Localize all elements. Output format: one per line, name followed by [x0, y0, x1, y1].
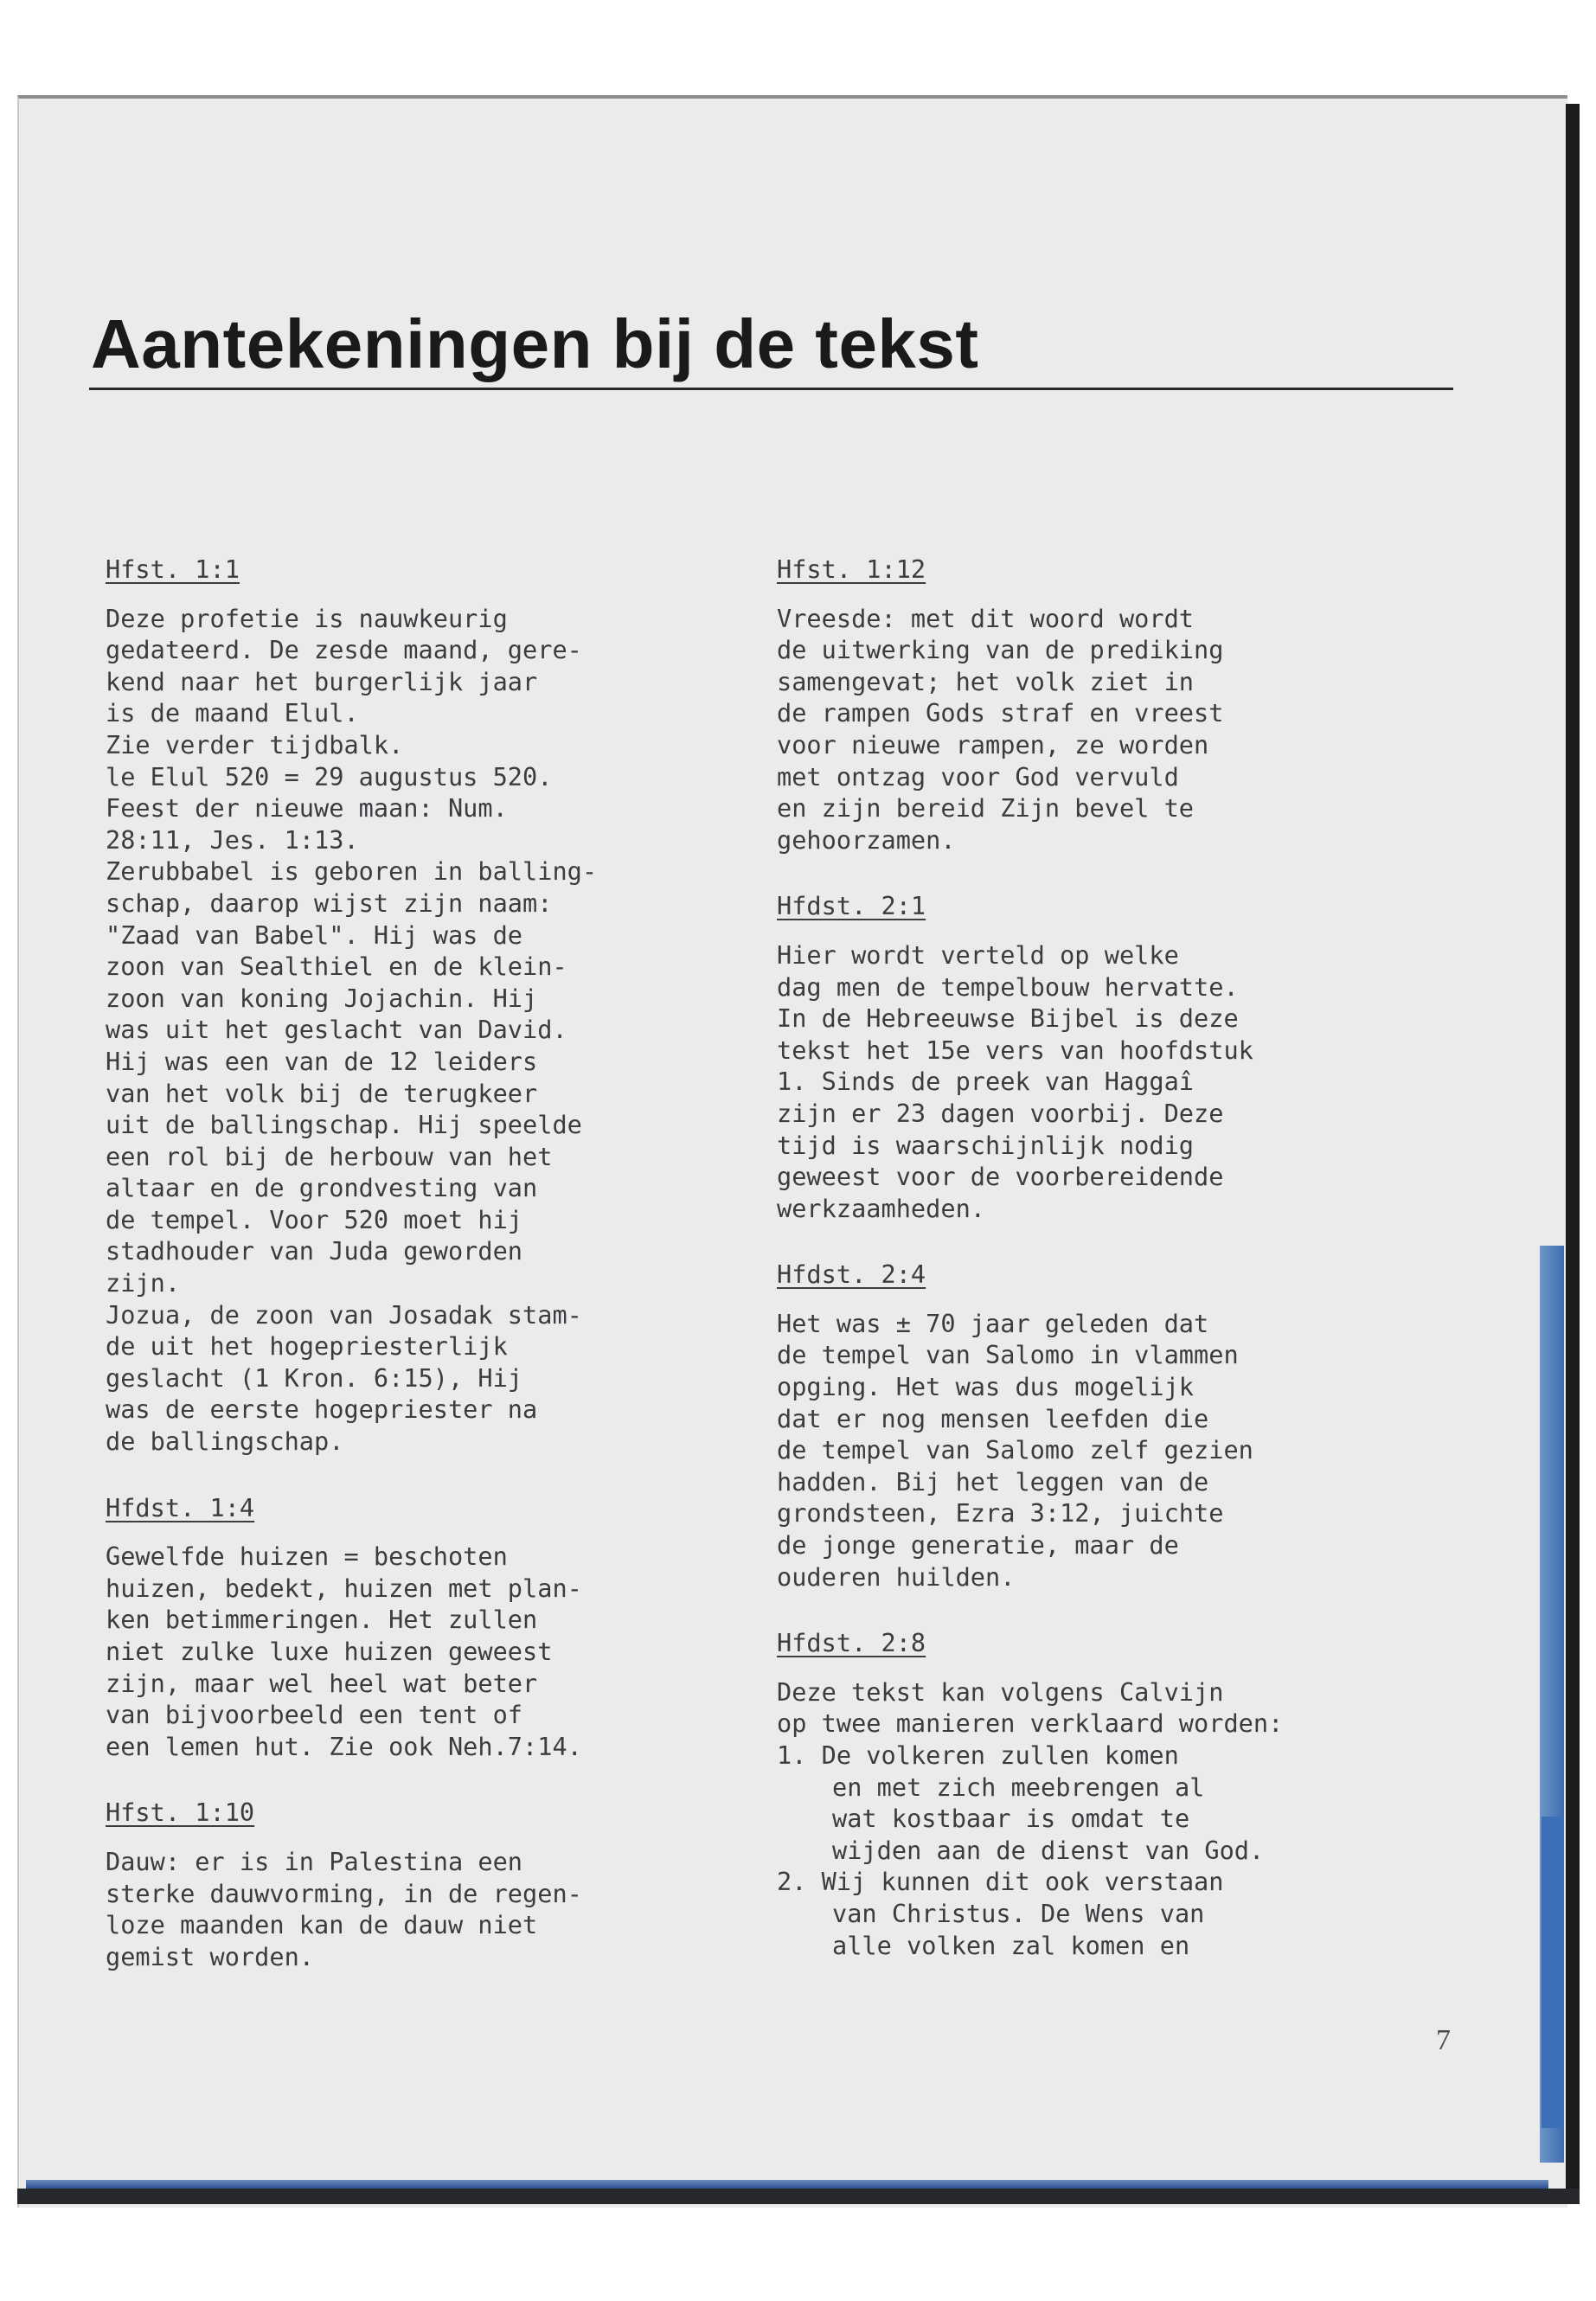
bottom-shadow-edge: [17, 2189, 1580, 2204]
text-line: zijn, maar wel heel wat beter: [106, 1668, 538, 1698]
text-line: 28:11, Jes. 1:13.: [106, 824, 359, 855]
text-line: de jonge generatie, maar de: [777, 1530, 1179, 1561]
note-heading: Hfdst. 1:4: [106, 1492, 255, 1522]
page-title: Aantekeningen bij de tekst: [91, 305, 979, 382]
text-line: Deze tekst kan volgens Calvijn: [777, 1676, 1224, 1707]
text-line: niet zulke luxe huizen geweest: [106, 1637, 553, 1666]
text-line: "Zaad van Babel". Hij was de: [106, 920, 523, 950]
text-line: hadden. Bij het leggen van de: [777, 1466, 1209, 1497]
bottom-cover-edge: [26, 2180, 1548, 2189]
text-line: stadhouder van Juda geworden: [106, 1236, 523, 1266]
text-line: tekst het 15e vers van hoofdstuk: [777, 1035, 1253, 1065]
text-line: was de eerste hogepriester na: [106, 1394, 538, 1425]
text-line: alle volken zal komen en: [832, 1930, 1190, 1960]
text-line: was uit het geslacht van David.: [106, 1015, 567, 1045]
list-item: [777, 1866, 1434, 1898]
text-line: le Elul 520 = 29 augustus 520.: [106, 761, 553, 792]
text-line: wat kostbaar is omdat te: [832, 1804, 1190, 1834]
text-line: een rol bij de herbouw van het: [106, 1141, 553, 1171]
text-line: dat er nog mensen leefden die: [777, 1403, 1209, 1433]
text-line: voor nieuwe rampen, ze worden: [777, 729, 1209, 760]
text-line: In de Hebreeuwse Bijbel is deze: [777, 1003, 1239, 1034]
text-line: schap, daarop wijst zijn naam:: [106, 888, 553, 918]
text-line: de tempel van Salomo in vlammen: [777, 1340, 1239, 1370]
list-item: [777, 1740, 1434, 1772]
note-hfdst-1-4: [106, 1492, 763, 1763]
spacer: [777, 1659, 1434, 1676]
spacer: [777, 586, 1434, 603]
text-line: Hij was een van de 12 leiders: [106, 1046, 538, 1076]
text-line: de rampen Gods straf en vreest: [777, 698, 1224, 728]
text-line: van bijvoorbeeld een tent of: [106, 1700, 523, 1730]
note-heading: Hfdst. 2:8: [777, 1628, 926, 1658]
text-line: altaar en de grondvesting van: [106, 1173, 538, 1203]
text-line: gedateerd. De zesde maand, gere-: [106, 635, 582, 665]
text-line: 1. Sinds de preek van Haggaî: [777, 1067, 1195, 1097]
note-heading: Hfst. 1:10: [106, 1798, 255, 1828]
text-line: ouderen huilden.: [777, 1561, 1016, 1592]
text-line: samengevat; het volk ziet in: [777, 666, 1195, 696]
text-line: en zijn bereid Zijn bevel te: [777, 793, 1195, 824]
spacer: [777, 1610, 1434, 1627]
spacer: [106, 586, 763, 603]
text-line: Wij kunnen dit ook verstaan: [821, 1867, 1224, 1897]
note-heading: Hfst. 1:1: [106, 554, 240, 584]
cover-edge-blue-lower: [1542, 1817, 1564, 2128]
text-line: gemist worden.: [106, 1941, 315, 1971]
text-line: zijn er 23 dagen voorbij. Deze: [777, 1098, 1224, 1128]
text-line: Jozua, de zoon van Josadak stam-: [106, 1299, 582, 1330]
spacer: [777, 1593, 1434, 1610]
list-marker: 1.: [777, 1740, 807, 1770]
text-line: de uitwerking van de prediking: [777, 635, 1224, 665]
text-line: Feest der nieuwe maan: Num.: [106, 793, 508, 824]
text-line: Hier wordt verteld op welke: [777, 939, 1179, 970]
text-line: grondsteen, Ezra 3:12, juichte: [777, 1498, 1224, 1529]
text-line: wijden aan de dienst van God.: [832, 1835, 1265, 1865]
right-column: [777, 554, 1434, 1961]
note-hfdst-2-1: [777, 890, 1434, 1224]
spacer: [777, 922, 1434, 939]
text-line: met ontzag voor God vervuld: [777, 761, 1179, 792]
text-line: de tempel van Salomo zelf gezien: [777, 1435, 1253, 1465]
text-line: Zerubbabel is geboren in balling-: [106, 856, 598, 887]
text-line: een lemen hut. Zie ook Neh.7:14.: [106, 1731, 582, 1761]
note-hfst-1-12: [777, 554, 1434, 856]
text-line: De volkeren zullen komen: [821, 1740, 1179, 1770]
text-line: zijn.: [106, 1268, 181, 1298]
text-line: de ballingschap.: [106, 1426, 344, 1457]
spacer: [106, 1458, 763, 1475]
text-line: de tempel. Voor 520 moet hij: [106, 1204, 523, 1234]
text-line: op twee manieren verklaard worden:: [777, 1708, 1284, 1739]
text-line: opging. Het was dus mogelijk: [777, 1372, 1195, 1402]
text-line: zoon van Sealthiel en de klein-: [106, 952, 567, 982]
page-number: 7: [1436, 2024, 1451, 2056]
title-underline: [89, 388, 1453, 390]
text-line: is de maand Elul.: [106, 698, 359, 728]
text-line: zoon van koning Jojachin. Hij: [106, 983, 538, 1013]
text-line: van het volk bij de terugkeer: [106, 1078, 538, 1108]
text-line: de uit het hogepriesterlijk: [106, 1331, 508, 1362]
note-hfst-1-1: [106, 554, 763, 1458]
text-line: en met zich meebrengen al: [832, 1772, 1205, 1802]
book-spine-edge: [1566, 104, 1580, 2204]
text-line: gehoorzamen.: [777, 824, 956, 855]
note-heading: Hfdst. 2:1: [777, 891, 926, 921]
spacer: [106, 1523, 763, 1541]
spacer: [777, 856, 1434, 873]
list-marker: 2.: [777, 1867, 807, 1897]
spacer: [777, 1241, 1434, 1259]
text-line: geweest voor de voorbereidende: [777, 1162, 1224, 1192]
text-line: kend naar het burgerlijk jaar: [106, 666, 538, 696]
note-hfdst-2-4: [777, 1259, 1434, 1593]
note-hfdst-2-8: [777, 1627, 1434, 1961]
note-heading: Hfst. 1:12: [777, 554, 926, 584]
text-line: Het was ± 70 jaar geleden dat: [777, 1308, 1209, 1338]
text-line: van Christus. De Wens van: [832, 1898, 1205, 1928]
text-line: Gewelfde huizen = beschoten: [106, 1541, 508, 1572]
text-line: geslacht (1 Kron. 6:15), Hij: [106, 1362, 523, 1393]
text-line: werkzaamheden.: [777, 1193, 986, 1223]
text-line: Dauw: er is in Palestina een: [106, 1846, 523, 1876]
text-line: tijd is waarschijnlijk nodig: [777, 1130, 1195, 1160]
left-column: [106, 554, 763, 1972]
spacer: [106, 1475, 763, 1492]
text-line: Vreesde: met dit woord wordt: [777, 603, 1195, 633]
text-line: huizen, bedekt, huizen met plan-: [106, 1573, 582, 1603]
text-line: Deze profetie is nauwkeurig: [106, 603, 508, 633]
spacer: [106, 1779, 763, 1797]
spacer: [777, 1224, 1434, 1241]
text-line: Zie verder tijdbalk.: [106, 729, 404, 760]
text-line: loze maanden kan de dauw niet: [106, 1910, 538, 1940]
note-hfst-1-10: [106, 1797, 763, 1972]
text-line: ken betimmeringen. Het zullen: [106, 1605, 538, 1635]
text-line: uit de ballingschap. Hij speelde: [106, 1110, 582, 1140]
spacer: [106, 1829, 763, 1846]
spacer: [106, 1762, 763, 1779]
text-line: sterke dauwvorming, in de regen-: [106, 1878, 582, 1908]
note-heading: Hfdst. 2:4: [777, 1259, 926, 1290]
spacer: [777, 873, 1434, 890]
text-line: dag men de tempelbouw hervatte.: [777, 971, 1239, 1002]
spacer: [777, 1291, 1434, 1308]
numbered-list: [777, 1740, 1434, 1961]
